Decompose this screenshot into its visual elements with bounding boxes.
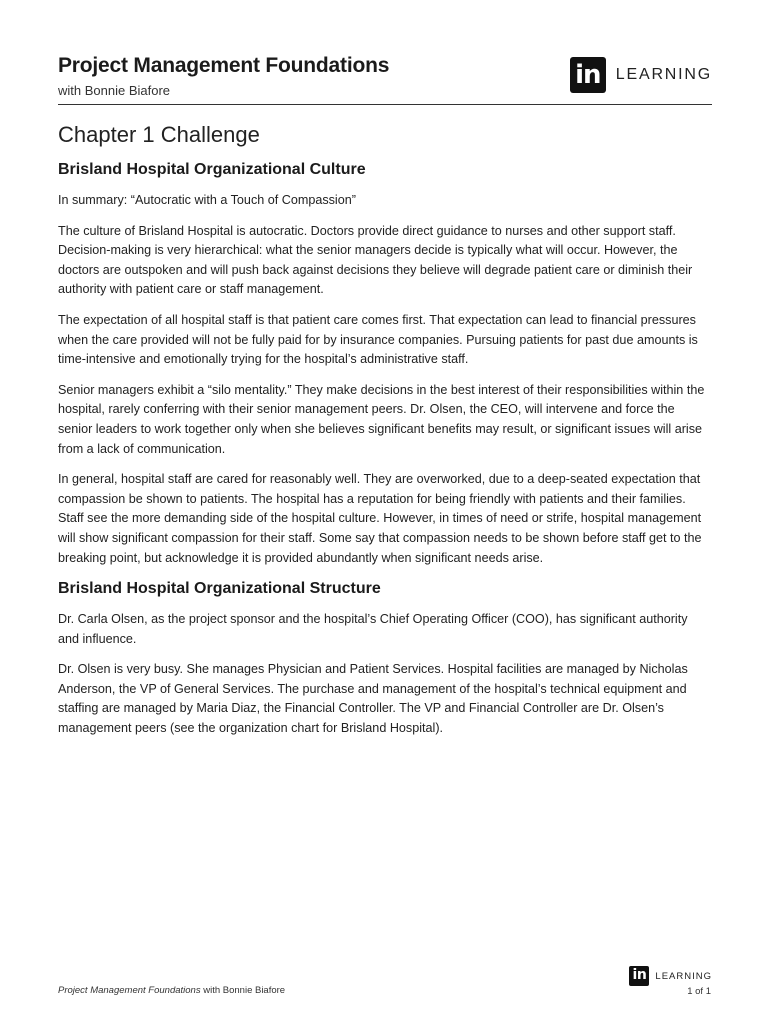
logo-in-text: in bbox=[575, 60, 601, 90]
body-paragraph: Dr. Carla Olsen, as the project sponsor and the hospital’s Chief Operating Officer (COO), has significant authority and influence. bbox=[58, 612, 688, 646]
page-number: 1 of 1 bbox=[687, 986, 711, 997]
body-paragraph: The expectation of all hospital staff is that patient care comes first. That expectation can lead to financial pressures when the care provided will not be fully paid for by insurance companies. Pursuing patients for past due amounts is time-intensive and emotionally trying for the hospital’s administrative staff. bbox=[58, 312, 698, 367]
course-title: Project Management Foundations bbox=[58, 54, 390, 77]
section-heading: Brisland Hospital Organizational Culture bbox=[58, 161, 366, 178]
body-paragraph: Dr. Olsen is very busy. She manages Physician and Patient Services. Hospital facilities are managed by Nicholas Anderson, the VP of General Services. The purchase and management of the hospital’s technical equipment and staffing are managed by Maria Diaz, the Financial Controller. The VP and Financial Controller are Dr. Olsen’s management peers (see the organization chart for Brisland Hospital). bbox=[58, 662, 688, 736]
footer-course-title: Project Management Foundations bbox=[58, 985, 201, 996]
summary-paragraph: In summary: “Autocratic with a Touch of Compassion” bbox=[58, 193, 356, 207]
linkedin-in-icon bbox=[629, 966, 649, 986]
footer-author: with Bonnie Biafore bbox=[203, 985, 286, 996]
structure-section bbox=[58, 579, 712, 739]
footer-logo-learning-word: LEARNING bbox=[655, 970, 712, 982]
page-footer-credit bbox=[58, 985, 285, 996]
body-paragraph: The culture of Brisland Hospital is autocratic. Doctors provide direct guidance to nurses and other support staff. Decision-making is very hierarchical: what the senior managers decide is typically what will occur. However, the doctors are outspoken and will push back against decisions they believe will degrade patient care or diminish their authority with patient care or staff management. bbox=[58, 223, 693, 297]
body-paragraph: Senior managers exhibit a “silo mentality.” They make decisions in the best interest of their responsibilities within the hospital, rarely conferring with their senior management peers. Dr. Olsen, the CEO, will intervene and force the senior leaders to work together only when she believes significant benefits may result, or significant issues will arise from a lack of communication. bbox=[58, 382, 705, 456]
page-header bbox=[58, 54, 712, 105]
section-heading: Brisland Hospital Organizational Structure bbox=[58, 580, 381, 598]
course-author: with Bonnie Biafore bbox=[58, 83, 171, 98]
logo-learning-word: LEARNING bbox=[615, 66, 712, 83]
footer-linkedin-learning-logo bbox=[629, 966, 712, 986]
culture-section bbox=[58, 160, 712, 568]
chapter-title: Chapter 1 Challenge bbox=[58, 122, 260, 147]
body-paragraph: In general, hospital staff are cared for reasonably well. They are overworked, due to a deep-seated expectation that compassion be shown to patients. The hospital has a reputation for being friendly with patients and their families. Staff see the more demanding side of the hospital culture. However, in times of need or strife, hospital management will show significant compassion for their staff. Some say that compassion needs to be shown before staff get to the breaking point, but acknowledge it is provided abundantly when significant needs arise. bbox=[58, 472, 702, 565]
linkedin-in-icon bbox=[570, 57, 606, 93]
document-body bbox=[58, 160, 712, 750]
linkedin-learning-logo bbox=[570, 57, 712, 93]
footer-logo-in-text: in bbox=[632, 967, 647, 983]
